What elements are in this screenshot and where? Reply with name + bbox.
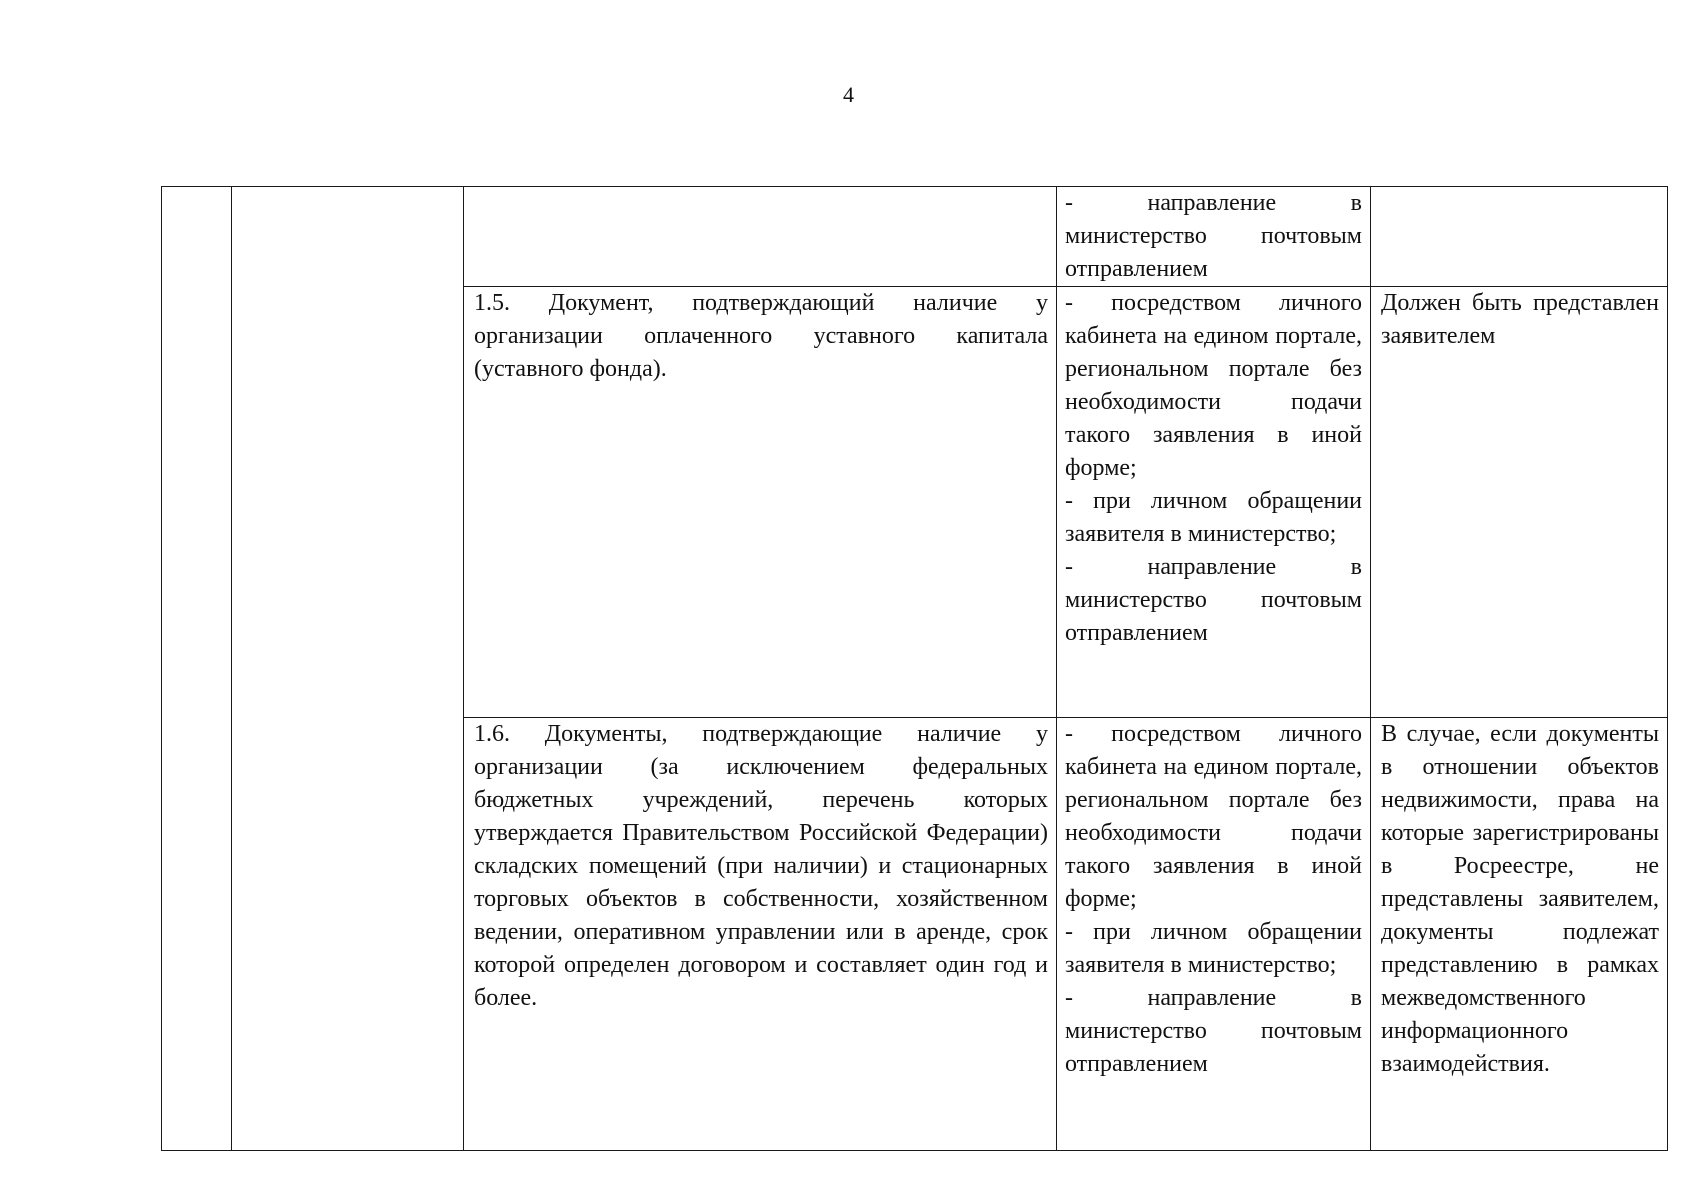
methods-list	[1057, 287, 1370, 650]
note-text: Должен быть представлен заявителем	[1381, 290, 1659, 349]
note-text: В случае, если документы в отношении объектов недвижимости, права на которые зарегистрированы в Росреестре, не представлены заявителем, документы подлежат представлению в рамках межведомственного информационного взаимодействия.	[1381, 721, 1659, 1077]
methods-cell	[1057, 718, 1371, 1151]
table-row	[162, 187, 1668, 287]
methods-list	[1057, 718, 1370, 1081]
method-item: - направление в министерство почтовым отправлением	[1065, 190, 1362, 282]
methods-cell	[1057, 287, 1371, 718]
service-name-column-cell	[232, 187, 464, 1151]
method-item: - при личном обращении заявителя в министерство;	[1065, 919, 1362, 978]
method-item: - при личном обращении заявителя в министерство;	[1065, 488, 1362, 547]
methods-list	[1057, 187, 1370, 286]
methods-cell	[1057, 187, 1371, 287]
note-cell	[1371, 287, 1668, 718]
requirements-table	[161, 186, 1668, 1151]
number-column-cell	[162, 187, 232, 1151]
note-cell	[1371, 718, 1668, 1151]
method-item: - направление в министерство почтовым отправлением	[1065, 554, 1362, 646]
document-cell	[464, 718, 1057, 1151]
method-item: - направление в министерство почтовым отправлением	[1065, 985, 1362, 1077]
document-text: 1.6. Документы, подтверждающие наличие у организации (за исключением федеральных бюджетных учреждений, перечень которых утверждается Правительством Российской Федерации) складских помещений (при наличии) и стационарных торговых объектов в собственности, хозяйственном ведении, оперативном управлении или в аренде, срок которой определен договором и составляет один год и более.	[474, 721, 1048, 1011]
page-number: 4	[843, 82, 854, 107]
method-item: - посредством личного кабинета на едином портале, региональном портале без необходимости подачи такого заявления в иной форме;	[1065, 290, 1362, 481]
method-item: - посредством личного кабинета на едином портале, региональном портале без необходимости подачи такого заявления в иной форме;	[1065, 721, 1362, 912]
note-cell	[1371, 187, 1668, 287]
document-cell	[464, 187, 1057, 287]
document-cell	[464, 287, 1057, 718]
document-text: 1.5. Документ, подтверждающий наличие у организации оплаченного уставного капитала (уставного фонда).	[474, 290, 1048, 382]
